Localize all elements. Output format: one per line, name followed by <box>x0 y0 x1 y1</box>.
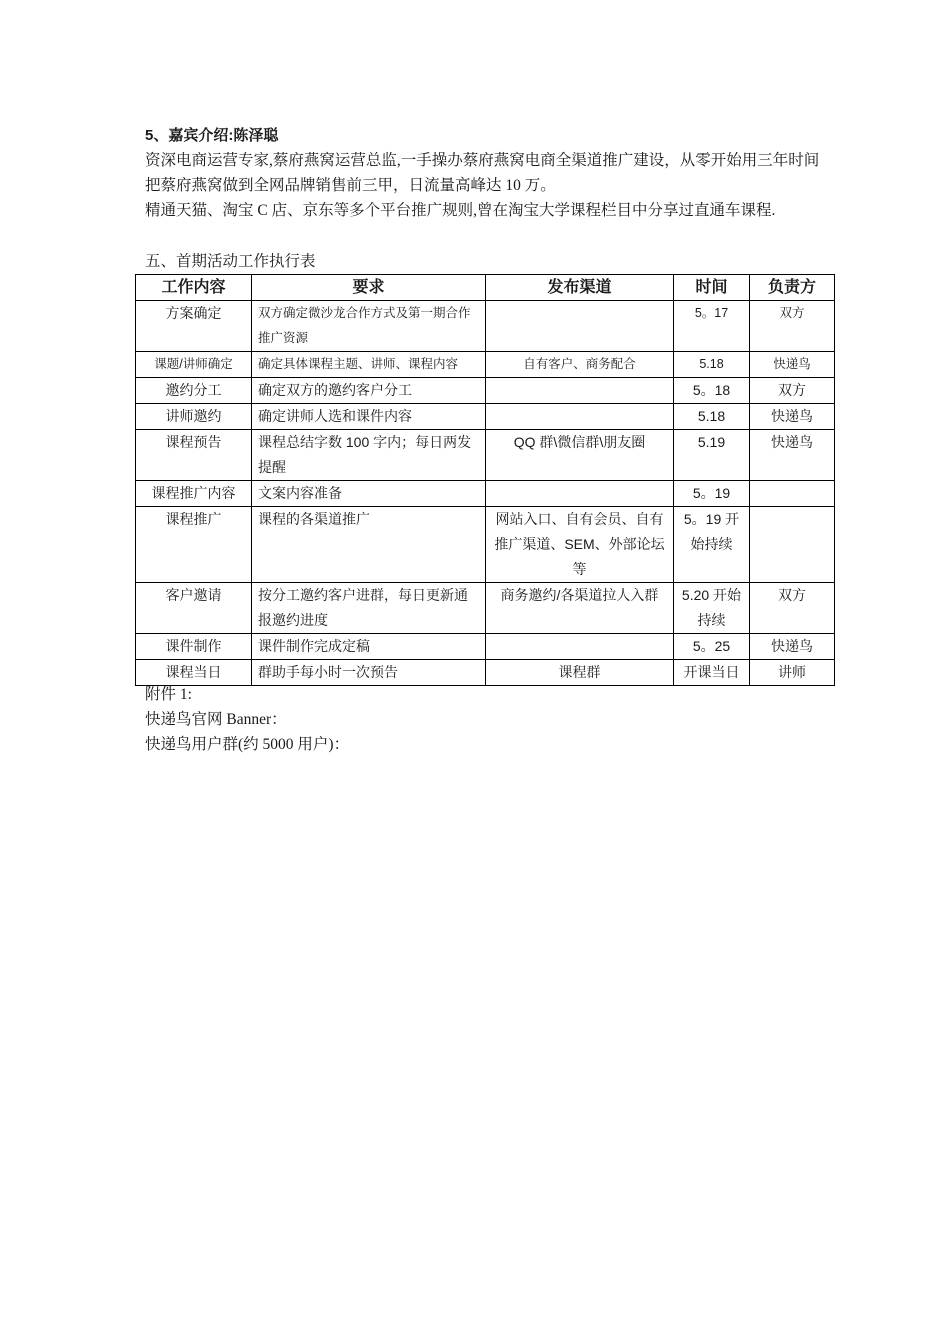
execution-table-title: 五、首期活动工作执行表 <box>145 253 316 270</box>
cell-channel <box>486 481 674 507</box>
cell-content: 方案确定 <box>136 301 252 352</box>
cell-time: 5。19 开始持续 <box>674 507 750 583</box>
cell-owner: 讲师 <box>750 660 835 686</box>
table-row <box>136 481 835 507</box>
cell-time: 5。18 <box>674 378 750 404</box>
table-row <box>136 660 835 686</box>
cell-content: 课题/讲师确定 <box>136 352 252 378</box>
header-owner: 负责方 <box>750 275 835 301</box>
table-header-row <box>136 275 835 301</box>
cell-requirement: 按分工邀约客户进群，每日更新通报邀约进度 <box>252 583 486 634</box>
cell-owner: 快递鸟 <box>750 634 835 660</box>
cell-time: 开课当日 <box>674 660 750 686</box>
table-row <box>136 507 835 583</box>
cell-channel: 网站入口、自有会员、自有推广渠道、SEM、外部论坛等 <box>486 507 674 583</box>
cell-content: 课件制作 <box>136 634 252 660</box>
cell-channel <box>486 634 674 660</box>
cell-time: 5.19 <box>674 430 750 481</box>
cell-channel <box>486 404 674 430</box>
table-row <box>136 301 835 352</box>
cell-requirement: 确定双方的邀约客户分工 <box>252 378 486 404</box>
table-row <box>136 583 835 634</box>
cell-time: 5.18 <box>674 352 750 378</box>
guest-expertise-paragraph: 精通天猫、淘宝 C 店、京东等多个平台推广规则,曾在淘宝大学课程栏目中分享过直通车课程. <box>145 202 776 219</box>
cell-content: 客户邀请 <box>136 583 252 634</box>
cell-time: 5。17 <box>674 301 750 352</box>
guest-intro-heading: 5、嘉宾介绍:陈泽聪 <box>145 127 279 144</box>
header-time: 时间 <box>674 275 750 301</box>
banner-caption: 快递鸟官网 Banner： <box>145 711 287 728</box>
cell-requirement: 确定讲师人选和课件内容 <box>252 404 486 430</box>
cell-channel <box>486 301 674 352</box>
cell-owner: 快递鸟 <box>750 404 835 430</box>
attachment-label: 附件 1: <box>145 686 192 703</box>
cell-content: 邀约分工 <box>136 378 252 404</box>
cell-channel: 课程群 <box>486 660 674 686</box>
table-row <box>136 634 835 660</box>
cell-channel: QQ 群\微信群\朋友圈 <box>486 430 674 481</box>
cell-channel: 商务邀约/各渠道拉人入群 <box>486 583 674 634</box>
cell-time: 5.18 <box>674 404 750 430</box>
cell-content: 课程预告 <box>136 430 252 481</box>
guest-bio-paragraph: 资深电商运营专家,蔡府燕窝运营总监,一手操办蔡府燕窝电商全渠道推广建设，从零开始用三年时间把蔡府燕窝做到全网品牌销售前三甲，日流量高峰达 10 万。 <box>145 152 820 194</box>
cell-channel <box>486 378 674 404</box>
cell-requirement: 课程的各渠道推广 <box>252 507 486 583</box>
table-row <box>136 430 835 481</box>
cell-channel: 自有客户、商务配合 <box>486 352 674 378</box>
cell-requirement: 群助手每小时一次预告 <box>252 660 486 686</box>
table-row <box>136 404 835 430</box>
cell-content: 课程推广内容 <box>136 481 252 507</box>
cell-owner: 快递鸟 <box>750 430 835 481</box>
cell-content: 课程当日 <box>136 660 252 686</box>
cell-requirement: 文案内容准备 <box>252 481 486 507</box>
header-requirement: 要求 <box>252 275 486 301</box>
header-channel: 发布渠道 <box>486 275 674 301</box>
header-content: 工作内容 <box>136 275 252 301</box>
cell-owner: 双方 <box>750 301 835 352</box>
cell-time: 5.20 开始持续 <box>674 583 750 634</box>
cell-owner: 快递鸟 <box>750 352 835 378</box>
cell-owner: 双方 <box>750 583 835 634</box>
user-group-caption: 快递鸟用户群(约 5000 用户)： <box>145 736 350 753</box>
cell-owner <box>750 507 835 583</box>
table-row <box>136 352 835 378</box>
cell-requirement: 课件制作完成定稿 <box>252 634 486 660</box>
cell-requirement: 确定具体课程主题、讲师、课程内容 <box>252 352 486 378</box>
cell-content: 课程推广 <box>136 507 252 583</box>
cell-owner: 双方 <box>750 378 835 404</box>
cell-requirement: 双方确定微沙龙合作方式及第一期合作推广资源 <box>252 301 486 352</box>
execution-table <box>135 274 835 686</box>
cell-time: 5。19 <box>674 481 750 507</box>
cell-owner <box>750 481 835 507</box>
cell-time: 5。25 <box>674 634 750 660</box>
table-row <box>136 378 835 404</box>
cell-content: 讲师邀约 <box>136 404 252 430</box>
cell-requirement: 课程总结字数 100 字内；每日两发提醒 <box>252 430 486 481</box>
